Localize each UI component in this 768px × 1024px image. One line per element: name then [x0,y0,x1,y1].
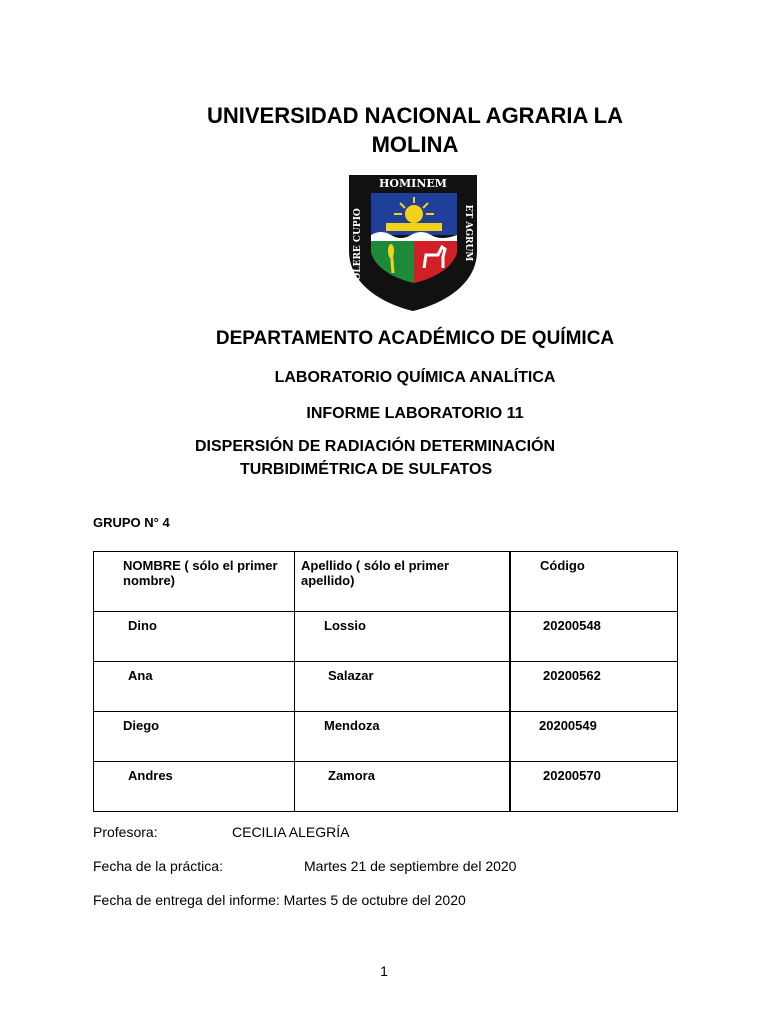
practice-date-line [93,858,517,874]
report-topic-line2: TURBIDIMÉTRICA DE SULFATOS [240,461,493,478]
table-row [94,762,678,812]
table-cell [510,662,678,712]
department-heading: DEPARTAMENTO ACADÉMICO DE QUÍMICA [215,328,615,349]
table-cell [94,662,295,712]
table-cell [94,712,295,762]
member-code: 20200549 [539,718,597,733]
header-codigo: Código [540,558,585,573]
header-nombre: NOMBRE ( sólo el primer nombre) [123,558,278,588]
table-cell [510,612,678,662]
delivery-date-value: Martes 5 de octubre del 2020 [283,892,466,908]
member-name: Andres [128,768,173,783]
member-code: 20200570 [543,768,601,783]
member-name: Diego [123,718,160,733]
university-crest-logo [346,173,480,313]
report-topic-line1: DISPERSIÓN DE RADIACIÓN DETERMINACIÓN [195,438,556,455]
report-heading: INFORME LABORATORIO 11 [306,405,524,422]
member-name: Ana [128,668,153,683]
member-surname: Salazar [328,668,374,683]
table-header-row [94,552,678,612]
table-cell [94,762,295,812]
header-apellido: Apellido ( sólo el primer apellido) [301,558,450,588]
member-surname: Mendoza [324,718,380,733]
professor-label: Profesora: [93,824,158,840]
table-row [94,662,678,712]
member-code: 20200562 [543,668,601,683]
table-header-cell [94,552,295,612]
delivery-date-label: Fecha de entrega del informe: [93,892,280,908]
members-table [93,551,678,812]
practice-date-label: Fecha de la práctica: [93,858,223,874]
table-row [94,612,678,662]
table-cell [295,712,511,762]
member-surname: Zamora [328,768,375,783]
member-code: 20200548 [543,618,601,633]
svg-text:HOMINEM: HOMINEM [379,177,447,190]
professor-line [93,824,350,840]
professor-name: CECILIA ALEGRÍA [232,824,350,840]
table-header-cell [510,552,678,612]
table-row [94,712,678,762]
university-title: UNIVERSIDAD NACIONAL AGRARIA LA MOLINA [207,103,623,157]
table-header-cell [295,552,511,612]
table-cell [510,762,678,812]
table-cell [295,612,511,662]
delivery-date-line [93,892,466,908]
table-cell [510,712,678,762]
svg-text:COLERE CUPIO: COLERE CUPIO [353,208,363,288]
member-name: Dino [128,618,157,633]
table-cell [94,612,295,662]
page-number: 1 [380,963,388,979]
table-cell [295,762,511,812]
group-number: GRUPO N° 4 [93,515,170,530]
member-surname: Lossio [324,618,366,633]
svg-text:ET AGRUM: ET AGRUM [463,204,473,262]
practice-date-value: Martes 21 de septiembre del 2020 [304,858,517,874]
laboratory-heading: LABORATORIO QUÍMICA ANALÍTICA [274,369,556,386]
table-cell [295,662,511,712]
